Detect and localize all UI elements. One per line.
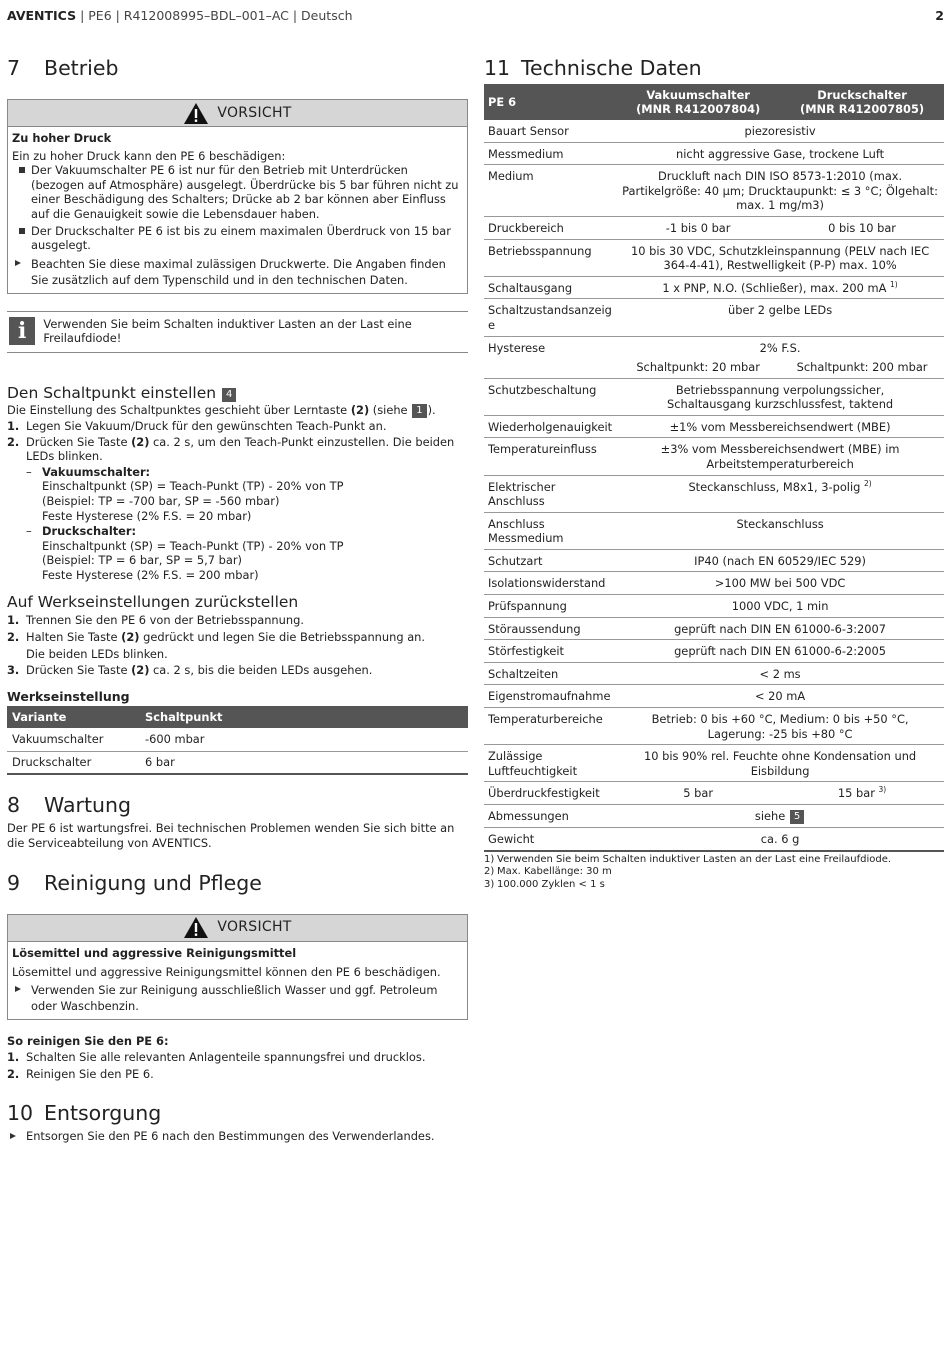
warning-intro: Ein zu hoher Druck kann den PE 6 beschädigen: [12,148,286,163]
list-item: Der Druckschalter PE 6 ist bis zu einem maximalen Überdruck von 15 bar ausgelegt. [12,224,463,253]
cleaning-howto-title: So reinigen Sie den PE 6: [7,1033,169,1048]
table-row: Prüfspannung 1000 VDC, 1 min [484,595,944,618]
warning-box-cleaning [7,914,468,1020]
warning-signal-word: VORSICHT [217,104,292,121]
reset-title: Auf Werkseinstellungen zurückstellen [7,593,299,612]
table-row [7,751,468,774]
table-row: Elektrischer Anschluss Steckanschluss, M8x1, 3-polig $^{2)}$ [484,475,944,512]
list-item: Der Vakuumschalter PE 6 ist nur für den Betrieb mit Unterdrücken (bezogen auf Atmosphäre) ausgelegt. Überdrücke bis 5 bar führen nicht zu einer Beschädigung des Schalters; Drücke ab 2 bar können aber Einfluss auf die Genauigkeit sowie die Lebensdauer haben. [12,163,463,221]
list-item: 1. Legen Sie Vakuum/Druck für den gewünschten Teach-Punkt an. [7,418,387,433]
warning-bullet-list [12,163,463,253]
info-icon: i [9,317,35,345]
table-cell: -600 mbar [140,728,468,751]
table-row: Wiederholgenauigkeit ±1% vom Messbereichsendwert (MBE) [484,415,944,438]
left-column [7,54,468,1143]
wartung-text: Der PE 6 ist wartungsfrei. Bei technischen Problemen wenden Sie sich bitte an die Serviceabteilung von AVENTICS. [7,821,455,851]
warning-triangle-icon [183,102,209,125]
table-row: Abmessungen siehe 5 [484,805,944,828]
table-cell: 6 bar [140,751,468,774]
entsorgung-action: Entsorgen Sie den PE 6 nach den Bestimmungen des Verwenderlandes. [7,1129,468,1144]
page-header [7,9,944,27]
table-row: Störaussendung geprüft nach DIN EN 61000-6-3:2007 [484,617,944,640]
table-header-row [7,706,468,728]
druck-substep: – Druckschalter: Einschaltpunkt (SP) = Teach-Punkt (TP) - 20% von TP (Beispiel: TP = 6 bar, SP = 5,7 bar) Feste Hysterese (2% F.S. = 200 mbar) [26,524,468,582]
table-row: Temperaturbereiche Betrieb: 0 bis +60 °C, Medium: 0 bis +50 °C, Lagerung: -25 bis +80 °C [484,708,944,745]
column-header: Variante [7,706,140,728]
footnote: 1) Verwenden Sie beim Schalten induktiver Lasten an der Last eine Freilaufdiode. [484,853,892,865]
column-header: Vakuumschalter (MNR R412007804) [616,84,780,120]
table-row: Schutzbeschaltung Betriebsspannung verpolungssicher, Schaltausgang kurzschlussfest, taktend [484,378,944,415]
doc-id: | PE6 | R412008995–BDL–001–AC | Deutsch [76,8,353,23]
list-item: 2. Drücken Sie Taste (2) ca. 2 s, um den Teach-Punkt einzustellen. Die beiden LEDs blinken. – Vakuumschalter: Einschaltpunkt (SP) = Teach-Punkt (TP) - 20% von TP (Beispiel: TP = -700 bar, SP = -560 mbar) Feste Hysterese (2% F.S. = 20 mbar) – Druckschalter: Einschaltpunkt (SP) = Teach-Punkt (TP) - 20% von TP (Beispiel: TP = 6 bar, SP = 5,7 bar) Feste Hysterese (2% F.S. = 200 mbar) [7,435,468,583]
table-row: Schaltzeiten < 2 ms [484,662,944,685]
table-row: Zulässige Luftfeuchtigkeit 10 bis 90% rel. Feuchte ohne Kondensation und Eisbildung [484,745,944,782]
warning-signal-word: VORSICHT [217,919,292,936]
page-number: 2 [935,8,944,23]
schaltpunkt-title: Den Schaltpunkt einstellen 4 [7,383,468,403]
column-header: Druckschalter (MNR R412007805) [780,84,944,120]
warning-intro: Lösemittel und aggressive Reinigungsmittel können den PE 6 beschädigen. [12,965,441,980]
section-11-title: 11 Technische Daten [484,56,702,80]
section-9-title: 9 Reinigung und Pflege [7,870,262,895]
table-row: Messmedium nicht aggressive Gase, trockene Luft [484,142,944,165]
figure-ref-badge: 4 [222,388,236,402]
warning-heading: Zu hoher Druck [12,131,112,145]
footnote: 2) Max. Kabellänge: 30 m [484,866,612,878]
table-row: Hysterese 2% F.S. [488,341,801,356]
section-7-title: 7 Betrieb [7,56,119,80]
table-row [7,728,468,751]
warning-action: Beachten Sie diese maximal zulässigen Druckwerte. Die Angaben finden Sie zusätzlich auf dem Typenschild und in den technischen Daten. [12,256,463,288]
table-row: Medium Druckluft nach DIN ISO 8573-1:2010 (max. Partikelgröße: 40 µm; Drucktaupunkt: ≤ 3 °C; Ölgehalt: max. 1 mg/m3) [484,165,944,217]
section-10-title: 10 Entsorgung [7,1100,162,1125]
reset-steps [7,613,468,677]
schaltpunkt-intro: Die Einstellung des Schaltpunktes geschieht über Lerntaste (2) (siehe 1 ). [7,402,436,417]
table-row: Schutzart IP40 (nach EN 60529/IEC 529) [484,549,944,572]
table-row: Eigenstromaufnahme < 20 mA [484,685,944,708]
warning-box-pressure [7,99,468,294]
right-column [484,54,944,892]
table-row: Gewicht ca. 6 g [484,828,944,851]
warning-triangle-icon [183,916,209,939]
info-note [7,311,468,353]
table-row: Betriebsspannung 10 bis 30 VDC, Schutzkleinspannung (PELV nach IEC 364-4-41), Restwelligkeit (P-P) max. 10% [484,239,944,276]
warning-action: Verwenden Sie zur Reinigung ausschließlich Wasser und ggf. Petroleum oder Waschbenzin. [12,982,463,1014]
section-8-title: 8 Wartung [7,793,131,818]
table-row: Schaltzustandsanzeig e über 2 gelbe LEDs [484,299,944,337]
werkseinstellung-title: Werkseinstellung [7,688,130,704]
warning-header [8,915,467,942]
warning-heading: Lösemittel und aggressive Reinigungsmittel [12,945,297,960]
column-header: Schaltpunkt [140,706,468,728]
list-item: 1. Schalten Sie alle relevanten Anlagenteile spannungsfrei und drucklos. [7,1050,426,1065]
technical-data-table [484,84,944,852]
table-header-row [484,84,944,120]
warning-header [8,100,467,127]
werkseinstellung-table [7,706,468,775]
list-item: 1. Trennen Sie den PE 6 von der Betriebsspannung. [7,613,304,628]
table-row: Schaltausgang 1 x PNP, N.O. (Schließer), max. 200 mA $^{1)}$ [484,276,944,299]
footnotes [484,854,944,892]
info-text: Verwenden Sie beim Schalten induktiver Lasten an der Last eine Freilaufdiode! [43,316,412,346]
vakuum-substep: – Vakuumschalter: Einschaltpunkt (SP) = Teach-Punkt (TP) - 20% von TP (Beispiel: TP = -700 bar, SP = -560 mbar) Feste Hysterese (2% F.S. = 20 mbar) [26,465,468,523]
table-row: Bauart Sensor piezoresistiv [484,120,944,142]
figure-ref-badge: 5 [790,810,804,824]
table-row: Störfestigkeit geprüft nach DIN EN 61000-6-2:2005 [484,640,944,663]
table-row: Schaltpunkt: 20 mbar Schaltpunkt: 200 mbar [484,359,944,378]
list-item: 2. Halten Sie Taste (2) gedrückt und legen Sie die Betriebsspannung an. Die beiden LEDs blinken. [7,630,426,661]
table-row: Überdruckfestigkeit 5 bar 15 bar $^{3)}$ [484,782,944,805]
list-item: 2. Reinigen Sie den PE 6. [7,1067,154,1081]
footnote: 3) 100.000 Zyklen < 1 s [484,879,605,891]
table-cell: Vakuumschalter [7,728,140,751]
column-header: PE 6 [484,84,616,120]
brand-name: AVENTICS [7,8,77,23]
table-row: Anschluss Messmedium Steckanschluss [484,512,944,549]
cleaning-steps [7,1050,468,1081]
table-row: Druckbereich -1 bis 0 bar 0 bis 10 bar [484,216,944,239]
table-cell: Druckschalter [7,751,140,774]
table-row: Isolationswiderstand >100 MW bei 500 VDC [484,572,944,595]
schaltpunkt-steps [7,419,468,583]
list-item: 3. Drücken Sie Taste (2) ca. 2 s, bis die beiden LEDs ausgehen. [7,663,373,678]
table-row: Temperatureinfluss ±3% vom Messbereichsendwert (MBE) im Arbeitstemperaturbereich [484,438,944,475]
figure-ref-badge: 1 [412,404,426,418]
